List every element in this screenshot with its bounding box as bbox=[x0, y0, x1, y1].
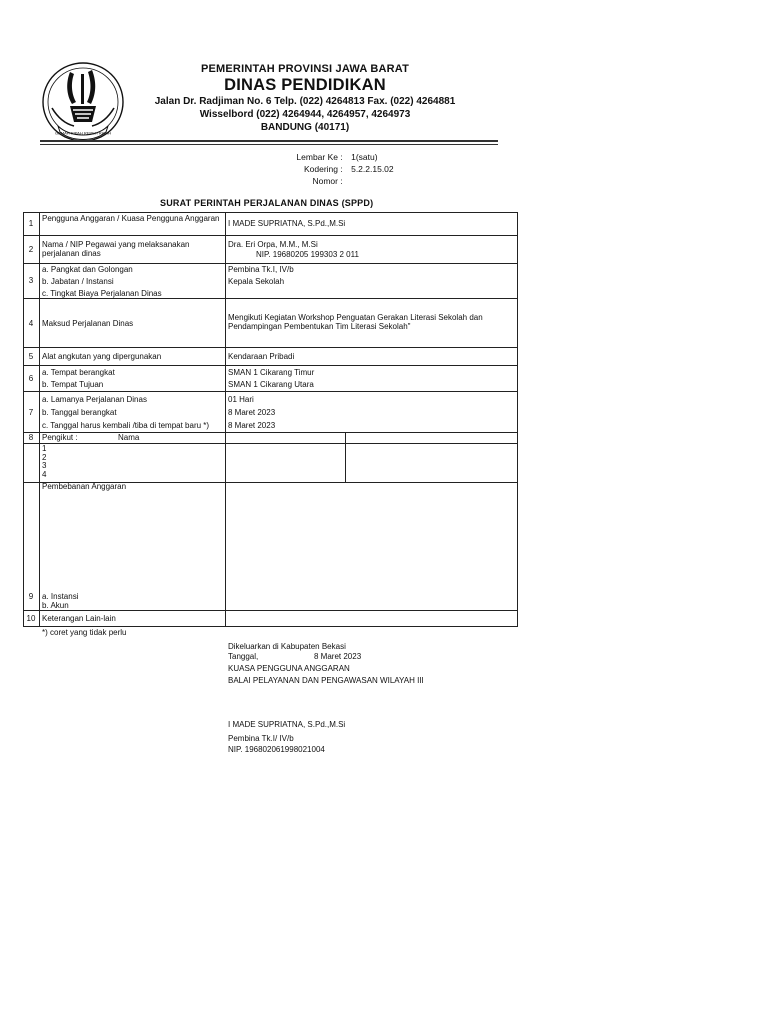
row-number: 10 bbox=[26, 614, 36, 623]
followers-list bbox=[42, 445, 46, 479]
sppd-table bbox=[23, 212, 518, 627]
issuer-office: BALAI PELAYANAN DAN PENGAWASAN WILAYAH III bbox=[228, 676, 424, 685]
row-value-employee-nip: NIP. 19680205 199303 2 011 bbox=[256, 250, 359, 259]
col-divider-followers bbox=[345, 432, 346, 482]
row-label-institution: a. Instansi bbox=[42, 592, 79, 601]
row-number: 8 bbox=[28, 433, 34, 442]
row-value-employee-name: Dra. Eri Orpa, M.M., M.Si bbox=[228, 240, 318, 249]
header-province: PEMERINTAH PROVINSI JAWA BARAT bbox=[200, 63, 410, 75]
row-line bbox=[23, 432, 518, 433]
follower-item: 4 bbox=[42, 469, 47, 479]
header-address: Jalan Dr. Radjiman No. 6 Telp. (022) 4264813 Fax. (022) 4264881 bbox=[154, 96, 456, 107]
col-divider-value bbox=[225, 212, 226, 627]
row-number: 1 bbox=[28, 219, 34, 228]
issuer-role: KUASA PENGGUNA ANGGARAN bbox=[228, 664, 350, 673]
row-label-followers: Pengikut : bbox=[42, 433, 78, 442]
row-label-transport: Alat angkutan yang dipergunakan bbox=[42, 352, 162, 361]
row-label-duration: a. Lamanya Perjalanan Dinas bbox=[42, 395, 147, 404]
row-label-depart-date: b. Tanggal berangkat bbox=[42, 408, 117, 417]
row-label-purpose: Maksud Perjalanan Dinas bbox=[42, 319, 134, 328]
row-value-departure: SMAN 1 Cikarang Timur bbox=[228, 368, 315, 377]
signatory-nip: NIP. 196802061998021004 bbox=[228, 745, 325, 754]
row-label-departure: a. Tempat berangkat bbox=[42, 368, 115, 377]
row-number: 7 bbox=[28, 408, 34, 417]
logo-motto: GEMAH RIPAH REPEH RAPIH bbox=[55, 130, 111, 136]
signatory-rank: Pembina Tk.I/ IV/b bbox=[228, 734, 294, 743]
row-value-destination: SMAN 1 Cikarang Utara bbox=[228, 380, 314, 389]
row-value-duration: 01 Hari bbox=[228, 395, 254, 404]
row-value-depart-date: 8 Maret 2023 bbox=[228, 408, 276, 417]
row-number: 2 bbox=[28, 245, 34, 254]
col-divider-number bbox=[39, 212, 40, 627]
meta-code: Kodering : 5.2.2.15.02 bbox=[303, 164, 394, 174]
follower-item: 1 bbox=[42, 444, 47, 453]
dinas-logo bbox=[40, 60, 126, 146]
follower-item: 3 bbox=[42, 461, 47, 470]
row-label-destination: b. Tempat Tujuan bbox=[42, 380, 104, 389]
row-number: 9 bbox=[28, 592, 34, 601]
row-line bbox=[23, 391, 518, 392]
header-rule-thin bbox=[40, 144, 498, 145]
row-value-purpose: Mengikuti Kegiatan Workshop Penguatan Gerakan Literasi Sekolah dan Pendampingan Pembentukan Tim Literasi Sekolah" bbox=[228, 313, 483, 331]
row-line bbox=[23, 263, 518, 264]
header-agency: DINAS PENDIDIKAN bbox=[224, 76, 386, 94]
row-label-budget-charge: Pembebanan Anggaran bbox=[42, 482, 127, 491]
row-value-return-date: 8 Maret 2023 bbox=[228, 421, 276, 430]
issued-date-value: 8 Maret 2023 bbox=[314, 652, 362, 661]
header-city: BANDUNG (40171) bbox=[260, 122, 350, 133]
row-value-position: Kepala Sekolah bbox=[228, 277, 285, 286]
row-label-employee: Nama / NIP Pegawai yang melaksanakan perjalanan dinas bbox=[42, 240, 190, 258]
row-line bbox=[23, 298, 518, 299]
row-number: 5 bbox=[28, 352, 34, 361]
meta-number: Nomor : bbox=[312, 176, 346, 186]
follower-item: 2 bbox=[42, 452, 47, 462]
header-phone: Wisselbord (022) 4264944, 4264957, 4264973 bbox=[199, 109, 411, 120]
row-value-transport: Kendaraan Pribadi bbox=[228, 352, 295, 361]
row-line bbox=[23, 443, 518, 444]
row-number: 6 bbox=[28, 374, 34, 383]
row-line bbox=[23, 235, 518, 236]
row-label-notes: Keterangan Lain-lain bbox=[42, 614, 116, 623]
issued-date-label: Tanggal, bbox=[228, 652, 259, 661]
issued-place: Dikeluarkan di Kabupaten Bekasi bbox=[228, 642, 346, 651]
header-rule-thick bbox=[40, 140, 498, 142]
row-label-position: b. Jabatan / Instansi bbox=[42, 277, 114, 286]
row-label-rank: a. Pangkat dan Golongan bbox=[42, 265, 133, 274]
signatory-name: I MADE SUPRIATNA, S.Pd.,M.Si bbox=[228, 720, 346, 729]
row-label-return-date: c. Tanggal harus kembali /tiba di tempat baru *) bbox=[42, 421, 210, 430]
row-line bbox=[23, 347, 518, 348]
row-label-budget-user: Pengguna Anggaran / Kuasa Pengguna Anggaran bbox=[42, 214, 220, 223]
row-number: 4 bbox=[28, 319, 34, 328]
row-value-rank: Pembina Tk.I, IV/b bbox=[228, 265, 294, 274]
row-label-account: b. Akun bbox=[42, 601, 69, 610]
row-line bbox=[23, 610, 518, 611]
row-line bbox=[23, 365, 518, 366]
row-number: 3 bbox=[28, 276, 34, 285]
followers-name-header: Nama bbox=[118, 433, 140, 442]
row-value-budget-user: I MADE SUPRIATNA, S.Pd.,M.Si bbox=[228, 219, 346, 228]
document-title: SURAT PERINTAH PERJALANAN DINAS (SPPD) bbox=[160, 198, 374, 208]
footnote: *) coret yang tidak perlu bbox=[42, 628, 127, 637]
meta-sheet: Lembar Ke : 1(satu) bbox=[296, 152, 378, 162]
row-label-cost-level: c. Tingkat Biaya Perjalanan Dinas bbox=[42, 289, 162, 298]
